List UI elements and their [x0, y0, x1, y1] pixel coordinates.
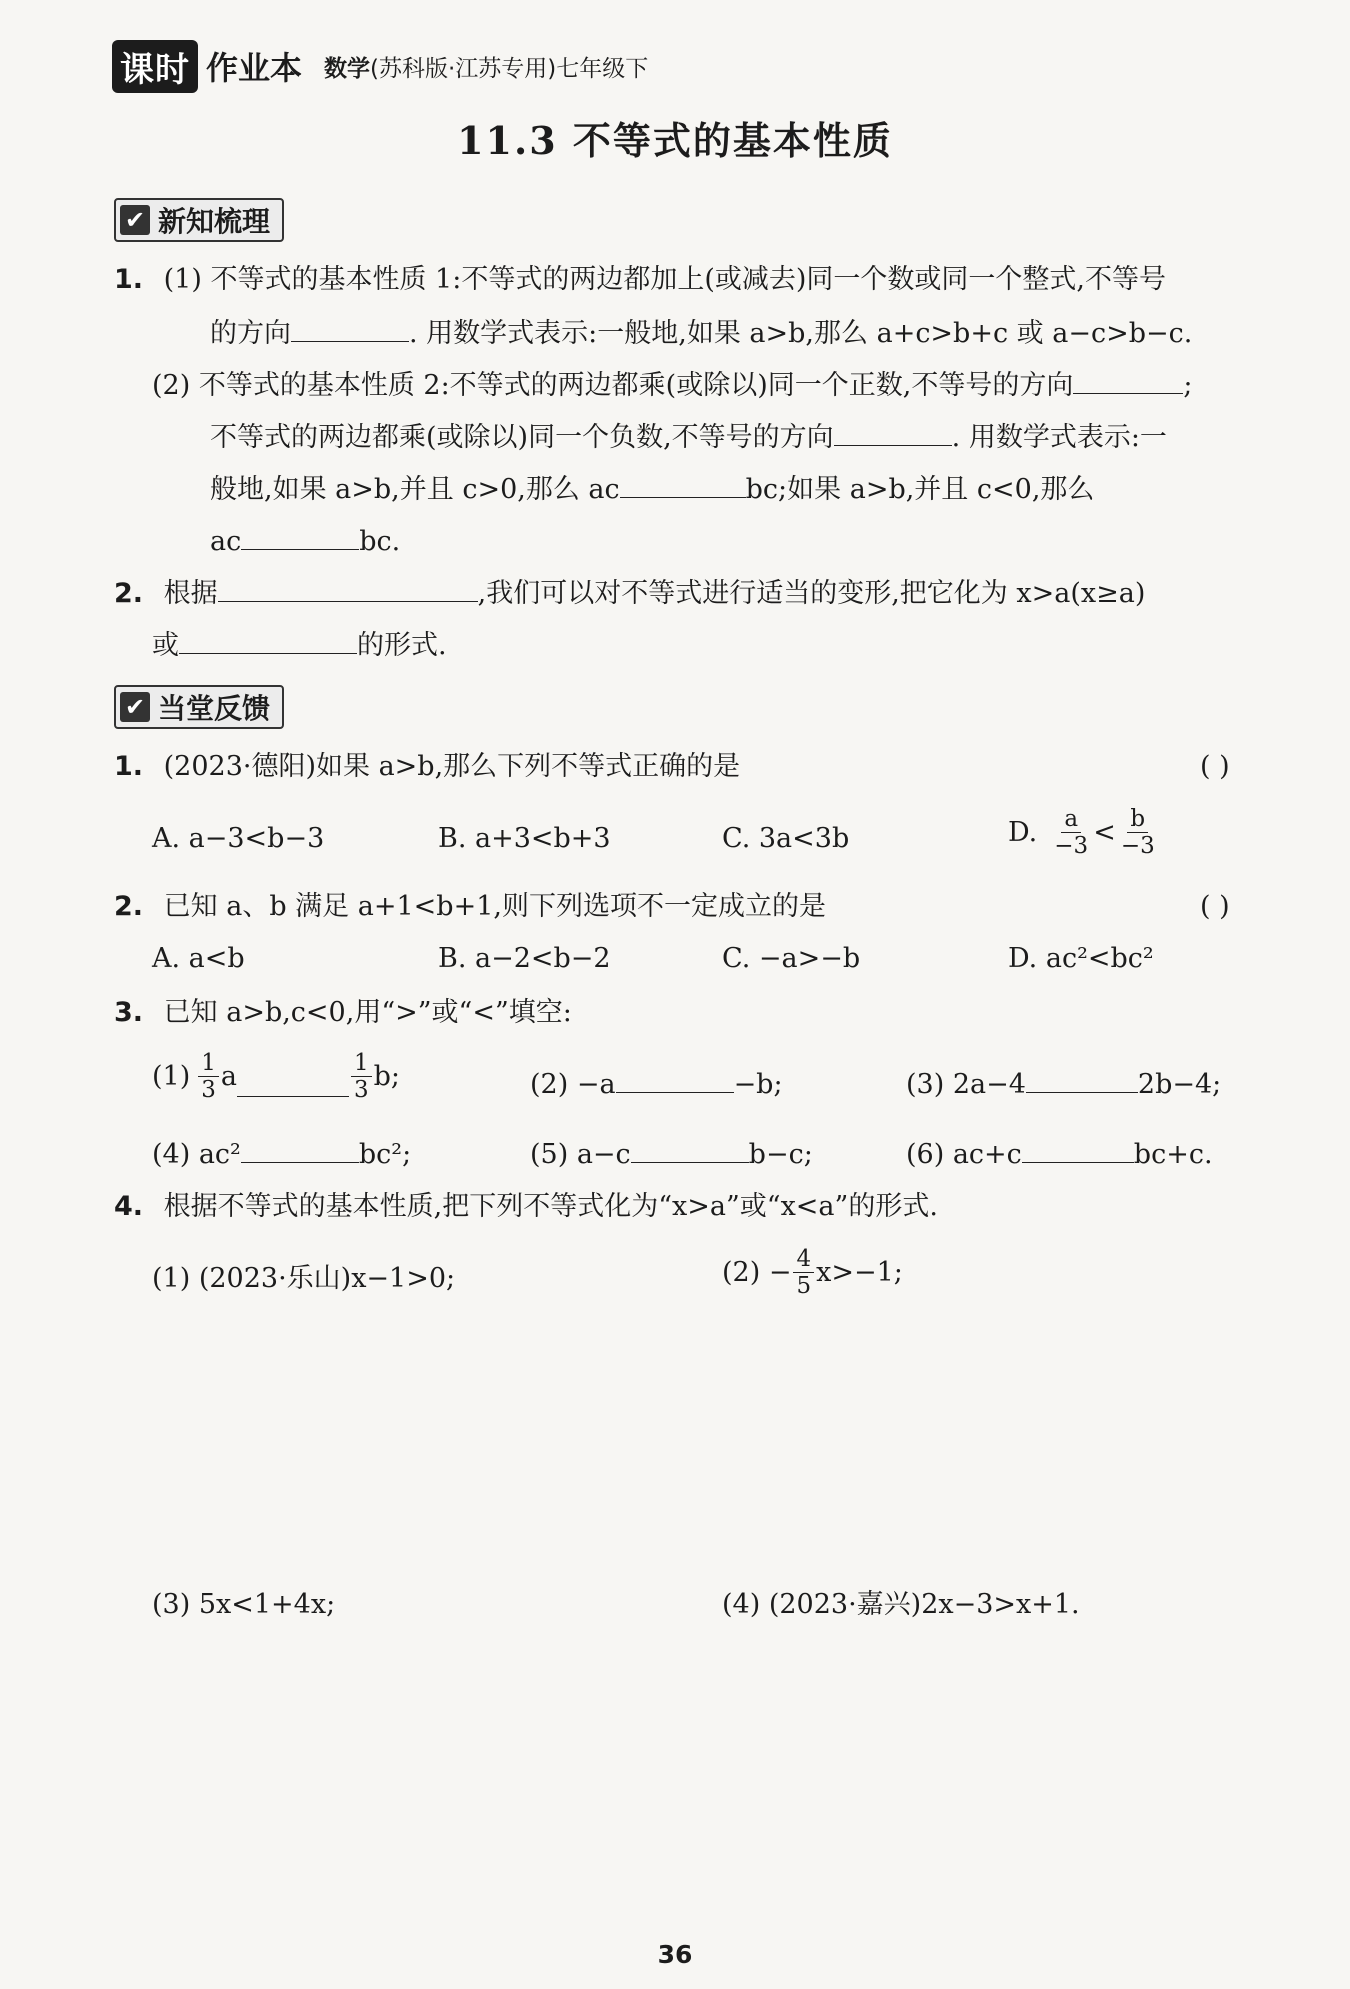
section-header-in-class-feedback [114, 685, 284, 729]
p1-q2-line2 [152, 627, 447, 663]
question-number: 4. [114, 1191, 144, 1222]
answer-paren[interactable]: ( ) [1200, 891, 1230, 922]
text: 2b−4; [1137, 1069, 1222, 1100]
option-b[interactable]: B. a−2<b−2 [438, 943, 611, 974]
brand-mark: 课时 [112, 40, 198, 93]
p1-q1-line4 [210, 419, 1167, 455]
q4-item-1: (1) (2023·乐山)x−1>0; [152, 1263, 456, 1294]
text: 的形式. [357, 630, 447, 661]
answer-blank[interactable] [179, 627, 357, 654]
text: < [1093, 816, 1116, 848]
option-c[interactable]: C. 3a<3b [722, 823, 850, 854]
answer-blank[interactable] [218, 575, 478, 602]
option-d[interactable]: D. ac²<bc² [1008, 943, 1154, 974]
answer-blank[interactable] [241, 523, 359, 550]
brand-name: 作业本 [206, 49, 303, 87]
text: bc;如果 a>b,并且 c<0,那么 [745, 474, 1095, 505]
answer-blank[interactable] [237, 1070, 349, 1097]
text: bc²; [358, 1139, 412, 1170]
numerator: 1 [198, 1050, 219, 1077]
p2-q3 [114, 996, 572, 1030]
text: (3) 2a−4 [906, 1069, 1026, 1100]
text: b−c; [748, 1139, 813, 1170]
text: 的方向 [210, 318, 291, 349]
q3-item-3 [906, 1066, 1221, 1102]
fraction [1051, 806, 1091, 859]
answer-blank[interactable] [291, 315, 409, 342]
section-header-new-knowledge [114, 198, 284, 242]
numerator: b [1127, 806, 1148, 833]
numerator: 4 [793, 1246, 814, 1273]
text: 或 [152, 630, 179, 661]
section-label: 新知梳理 [158, 205, 271, 238]
denominator: 5 [796, 1273, 812, 1299]
q4-item-2 [722, 1246, 903, 1299]
subject: 数学 [324, 55, 371, 82]
answer-blank[interactable] [1073, 367, 1183, 394]
edition: (苏科版·江苏专用)七年级下 [370, 55, 649, 82]
section-label: 当堂反馈 [158, 692, 271, 725]
text: 已知 a、b 满足 a+1<b+1,则下列选项不一定成立的是 [163, 891, 826, 922]
brand-logo [112, 40, 302, 93]
q4-item-4: (4) (2023·嘉兴)2x−3>x+1. [722, 1589, 1080, 1620]
answer-blank[interactable] [1026, 1066, 1138, 1093]
q3-item-5 [530, 1136, 813, 1172]
answer-blank[interactable] [1022, 1136, 1134, 1163]
question-number: 1. [114, 751, 144, 782]
text: (4) ac² [152, 1139, 241, 1170]
denominator: −3 [1054, 833, 1089, 859]
p2-q2 [114, 890, 826, 924]
option-a[interactable]: A. a−3<b−3 [152, 823, 325, 854]
q3-item-6 [906, 1136, 1213, 1172]
p1-q1-line2 [210, 315, 1192, 351]
fraction [1118, 806, 1158, 859]
text: (6) ac+c [906, 1139, 1022, 1170]
question-number: 1. [114, 264, 144, 295]
checkmark-icon: ✔ [120, 205, 150, 235]
text: . 用数学式表示:一般地,如果 a>b,那么 a+c>b+c 或 a−c>b−c. [409, 318, 1193, 349]
p1-q1-line3 [152, 367, 1192, 403]
answer-paren[interactable]: ( ) [1200, 751, 1230, 782]
numerator: 1 [351, 1050, 372, 1077]
text: ,我们可以对不等式进行适当的变形,把它化为 x>a(x≥a) [477, 578, 1146, 609]
denominator: 3 [354, 1077, 369, 1103]
text: (2) −a [530, 1069, 616, 1100]
text: (1) 不等式的基本性质 1:不等式的两边都加上(或减去)同一个数或同一个整式,不等号 [163, 264, 1166, 295]
page-header [112, 38, 648, 94]
text: 般地,如果 a>b,并且 c>0,那么 ac [210, 474, 620, 505]
q3-item-1 [152, 1050, 400, 1103]
text: x>−1; [816, 1256, 903, 1288]
answer-blank[interactable] [620, 471, 746, 498]
text: . 用数学式表示:一 [951, 422, 1167, 453]
text: 已知 a>b,c<0,用“>”或“<”填空: [163, 997, 572, 1028]
question-number: 2. [114, 578, 144, 609]
answer-blank[interactable] [631, 1136, 749, 1163]
p1-q2-line1 [114, 575, 1145, 611]
page-title: 11.3 不等式的基本性质 [457, 118, 893, 163]
text: ; [1183, 370, 1193, 401]
text: 根据 [163, 578, 218, 609]
text: 不等式的两边都乘(或除以)同一个负数,不等号的方向 [210, 422, 834, 453]
p2-q1 [114, 750, 740, 784]
answer-blank[interactable] [834, 419, 952, 446]
p1-q1-line6 [210, 523, 400, 559]
text: ac [210, 526, 242, 557]
text: 根据不等式的基本性质,把下列不等式化为“x>a”或“x<a”的形式. [163, 1191, 938, 1222]
q4-item-3: (3) 5x<1+4x; [152, 1589, 336, 1620]
fraction [198, 1050, 219, 1103]
text: D. [1008, 816, 1038, 848]
text: (2023·德阳)如果 a>b,那么下列不等式正确的是 [163, 751, 741, 782]
fraction [793, 1246, 814, 1299]
text: (2) − [722, 1256, 792, 1288]
text: (5) a−c [530, 1139, 631, 1170]
p1-q1-line1 [114, 263, 1166, 297]
text: bc. [359, 526, 401, 557]
text: (1) [152, 1060, 191, 1092]
denominator: 3 [201, 1077, 216, 1103]
p1-q1-line5 [210, 471, 1094, 507]
answer-blank[interactable] [241, 1136, 359, 1163]
text: (2) 不等式的基本性质 2:不等式的两边都乘(或除以)同一个正数,不等号的方向 [152, 370, 1074, 401]
numerator: a [1061, 806, 1081, 833]
q3-item-2 [530, 1066, 783, 1102]
question-number: 2. [114, 891, 144, 922]
text: bc+c. [1133, 1139, 1213, 1170]
p2-q4 [114, 1190, 938, 1224]
option-a[interactable]: A. a<b [152, 943, 245, 974]
option-b[interactable]: B. a+3<b+3 [438, 823, 611, 854]
text: −b; [733, 1069, 783, 1100]
denominator: −3 [1120, 833, 1155, 859]
q3-item-4 [152, 1136, 411, 1172]
checkmark-icon: ✔ [120, 692, 150, 722]
option-c[interactable]: C. −a>−b [722, 943, 861, 974]
question-number: 3. [114, 997, 144, 1028]
fraction [351, 1050, 372, 1103]
option-d[interactable] [1008, 806, 1160, 859]
text: a [220, 1060, 237, 1092]
page-number: 36 [657, 1940, 693, 1969]
text: b; [373, 1060, 401, 1092]
answer-blank[interactable] [616, 1066, 734, 1093]
book-info [324, 50, 648, 83]
